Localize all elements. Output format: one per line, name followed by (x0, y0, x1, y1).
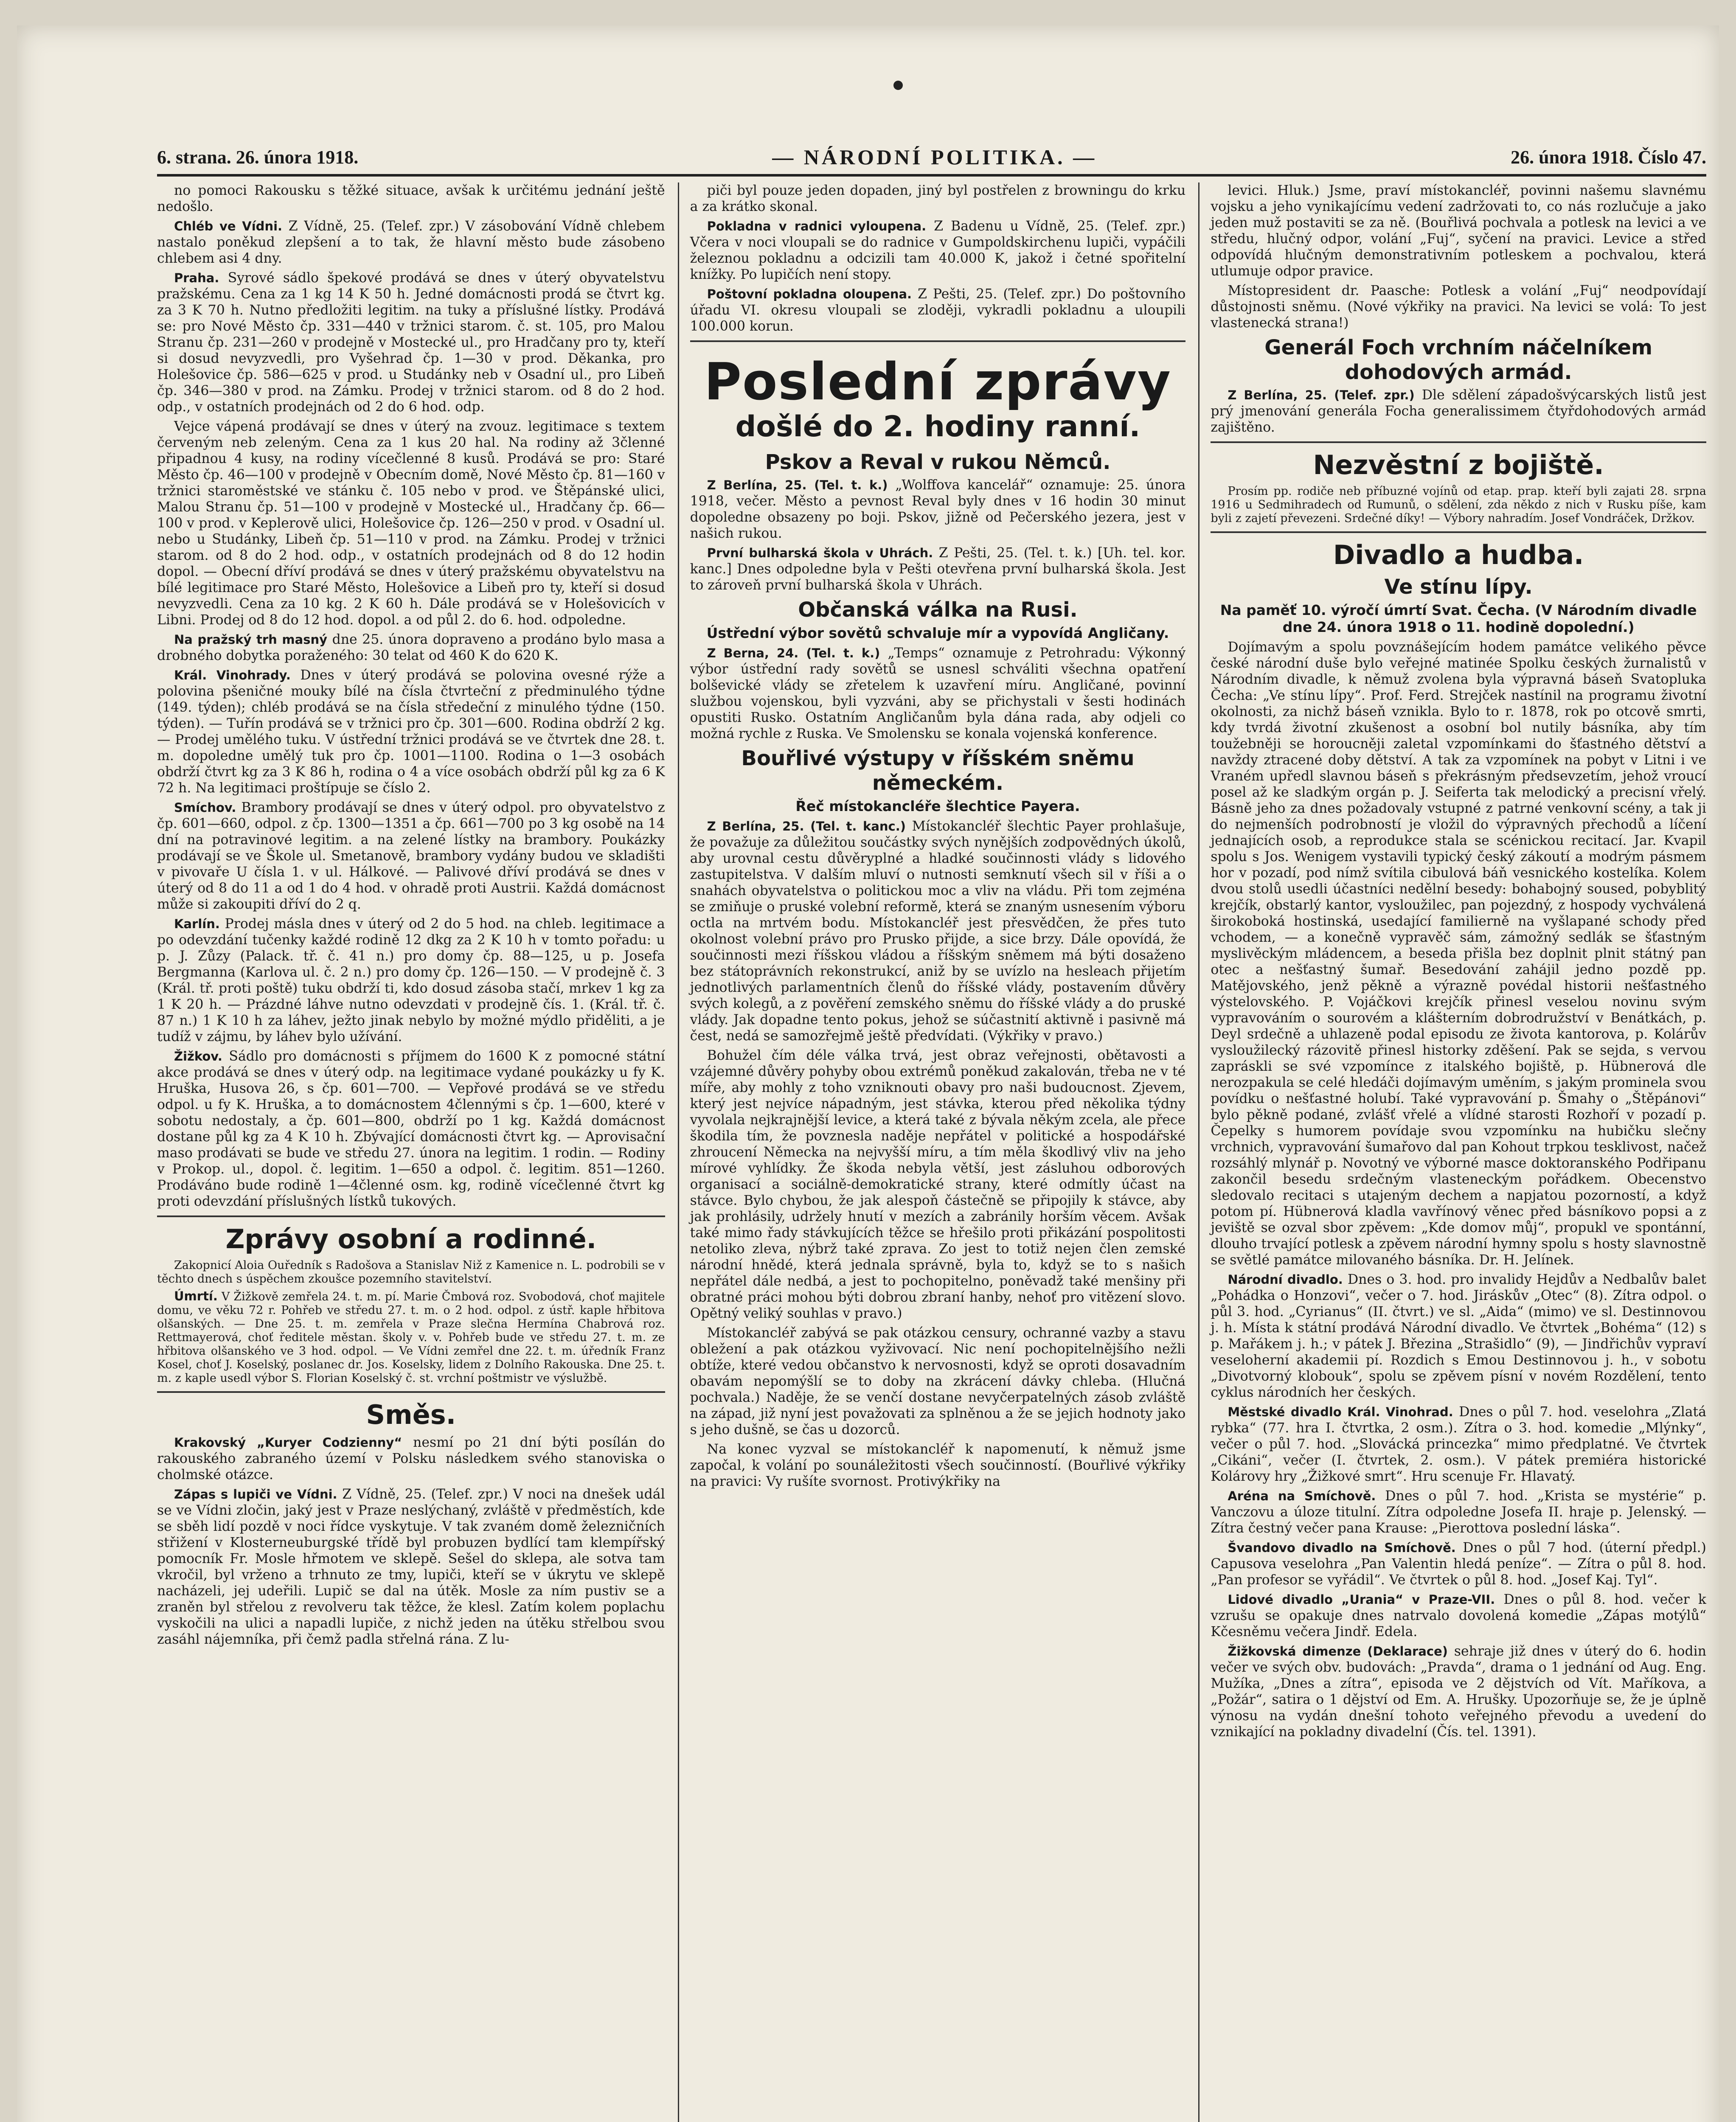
article-text: Na konec vyzval se místokancléř k napomenutí, k němuž jsme započal, k volání po sounáležitosti všech součinností. (Bouřlivé výkřiky na pravici: Vy rušíte svornost. Protivýkřiky na (690, 1442, 1186, 1489)
article-heading: Generál Foch vrchním náčelníkem dohodových armád. (1264, 336, 1653, 384)
article-subheading: Řeč místokancléře šlechtice Payera. (795, 798, 1080, 814)
article-text: Švandovo divadlo na Smíchově. Dnes o půl 7 hod. (úterní předpl.) Capusova veselohra „Pan Valentin hledá peníze“. — Zítra o půl 8. hod. „Pan profesor se vyřádil“. Ve čtvrtek o půl 8. hod. „Josef Kaj. Tyl“. (1211, 1540, 1706, 1588)
punch-hole (893, 81, 903, 90)
header-left: 6. strana. 26. února 1918. (157, 146, 359, 168)
divider (157, 1391, 665, 1393)
article-heading: Ve stínu lípy. (1384, 575, 1533, 599)
article-text: Žižkov. Sádlo pro domácnosti s příjmem do 1600 K z pomocné státní akce prodává se dnes v úterý odp. na legitimace vydané poukázky u fy K. Hruška, Husova 26, s čp. 601—700. — Vepřové prodává se ve středu odpol. u fy K. Hruška, a to domácnostem 4člennými s čp. 1—600, které v sobotu nedostaly, a čp. 601—800, obdrží po 1 kg. Každá domácnost dostane půl kg za 4 K 10 h. Zbývající domácnosti čtvrt kg. — Aprovisační maso prodávati se bude ve středu 27. února na legitim. 1 rodin. — Rodiny v Prokop. ul., dopol. č. legitim. 1—650 a odpol. č. legitim. 851—1260. Prodáváno bude rodině 1—4členné osm. kg, rodině vícečlenné čtvrt kg proti odevzdání příslušných lístků tukových. (157, 1049, 665, 1209)
banner-subheading: došlé do 2. hodiny ranní. (735, 410, 1140, 443)
article-text: Městské divadlo Král. Vinohrad. Dnes o půl 7. hod. veselohra „Zlatá rybka“ (77. hra I. čtvrtka, 2 osm.). Zítra o 3. hod. komedie „Mlýnky“, večer o půl 7. hod. „Slovácká princezka“ mimo předplatné. Ve čtvrtek „Cikáni“, večer (I. čtvrtek, 2. osm.). V pátek premiéra historické Kolárovy hry „Žižkové smrt“. Hru scenuje Fr. Hlavatý. (1211, 1404, 1706, 1484)
section-heading: Divadlo a hudba. (1333, 539, 1584, 570)
article-heading: Pskov a Reval v rukou Němců. (765, 450, 1111, 474)
article-text: První bulharská škola v Uhrách. Z Pešti, 25. (Tel. t. k.) [Uh. tel. kor. kanc.] Dnes odpoledne byla v Pešti otevřena první bulharská škola. Jest to zároveň první bulharská škola v Uhrách. (690, 545, 1186, 593)
article-subheading: Ústřední výbor sovětů schvaluje mír a vypovídá Angličany. (706, 625, 1169, 641)
article-text: Z Berlína, 25. (Tel. t. k.) „Wolffova kancelář“ oznamuje: 25. února 1918, večer. Město a pevnost Reval byly dnes v 16 hodin 30 minut dopoledne obsazeny po boji. Pskov, jižně od Pečerského jezera, jest v našich rukou. (690, 477, 1186, 541)
article-text: Karlín. Prodej másla dnes v úterý od 2 do 5 hod. na chleb. legitimace a po odevzdání tučenky každé rodině 12 dkg za 2 K 10 h v tomto pořadu: u p. J. Zůzy (Palack. tř. č. 41 n.) pro domy čp. 88—125, u p. Josefa Bergmanna (Karlova ul. č. 2 n.) pro domy čp. 126—150. — V prodejně č. 3 (Král. tř. proti poště) tuku obdrží ti, kdo dosud zásoba stačí, mrkev 1 kg za 1 K 20 h. — Prázdné láhve nutno odevzdati v prodejně čís. 1. (Král. tř. č. 87 n.) 1 K 10 h za láhev, ježto jinak nebylo by možné mýdlo přiděliti, a je tudíž v zájmu, by láhev bylo užívání. (157, 916, 665, 1044)
article-text: Pokladna v radnici vyloupena. Z Badenu u Vídně, 25. (Telef. zpr.) Včera v noci vloupali se do radnice v Gumpoldskirchenu lupiči, vypáčili železnou pokladnu a odcizili tam 40.000 K, jakož i četné spořitelní knížky. Po lupičích není stopy. (690, 219, 1186, 282)
newspaper-page (17, 25, 1719, 2122)
article-text: Smíchov. Brambory prodávají se dnes v úterý odpol. pro obyvatelstvo z čp. 601—660, odpol. z čp. 1300—1351 a čp. 661—700 po 3 kg osobě na 14 dní na potravinové legitim. a na zelené lístky na brambory. Poukázky prodávají se ve Škole ul. Smetanově, brambory vydány budou ve skladišti v pivovaře U čísla 1. v ul. Hálkové. — Palivové dříví prodává se dnes v úterý od 8 do 11 a od 1 do 4 hod. v ohradě proti Austrii. Každá domácnost může si zakoupiti dříví do 2 q. (157, 800, 665, 912)
article-heading: Občanská válka na Rusi. (798, 598, 1078, 622)
article-text: Praha. Syrové sádlo špekové prodává se dnes v úterý obyvatelstvu pražskému. Cena za 1 kg 14 K 50 h. Jedné domácnosti prodá se čtvrt kg. za 3 K 70 h. Nutno předložiti legitim. na tuky a příslušné lístky. Prodává se: pro Nové Město čp. 331—440 v tržnici starom. č. st. 105, pro Malou Stranu čp. 231—260 v prodejně v Mostecké ul., pro Hradčany pro ty, kteří si dosud nevyzvedli, pro Vyšehrad čp. 1—30 v prod. Děkanka, pro Holešovice čp. 586—625 v prod. u Studánky neb v Osadní ul., pro Libeň čp. 346—380 v prod. na Zámku. Prodej v tržnici starom. od 8 do 2 hod. odp., v ostatních prodejnách od 2 do 6 hod. odp. (157, 270, 665, 415)
column-3 (1198, 182, 1706, 2122)
article-subheading: Na paměť 10. výročí úmrtí Svat. Čecha. (V Národním divadle dne 24. února 1918 o 11. hodině dopolední.) (1220, 602, 1697, 635)
article-text: Chléb ve Vídni. Z Vídně, 25. (Telef. zpr.) V zásobování Vídně chlebem nastalo poněkud zlepšení a to tak, že hlavní město bude zásobeno chlebem asi 4 dny. (157, 219, 665, 266)
article-text: Zápas s lupiči ve Vídni. Z Vídně, 25. (Telef. zpr.) V noci na dnešek udál se ve Vídni zločin, jaký jest v Praze neslýchaný, zvláště v předměstích, kde se sběh lidí pozdě v noci řídce vyskytuje. V tak zvaném domě železničních střižení v Klosterneuburgské třídě byl probuzen bydlící tam klempířský pomocník Fr. Mosle hřmotem ve sklepě. Sešel do sklepa, ale sotva tam vkročil, byl vrženo a trhnuto ze tmy, lupiči, kteří se v úkrytu ve sklepě nacházeli, jej udeřili. Lupič se dal na útěk. Mosle za ním pustiv se a zraněn byl střelou z revolveru tak těžce, že klesl. Zatím kolem poplachu vyskočili na ulici a napadli lupiče, z nichž jeden na útěku střelbou svou zasáhl nájemníka, při čemž padla střelná rána. Z lu- (157, 1487, 665, 1647)
article-text: Místokancléř zabývá se pak otázkou censury, ochranné vazby a stavu obležení a pak otázkou vyživovací. Nic není pochopitelnějšího nežli obtíže, které vedou občanstvo k nervosnosti, když se oproti dosavadním obavám nepomýšlí se to doby na zkrácení dávky chleba. (Hlučná pochvala.) Naděje, že se venčí dostane nevyčerpatelných zásob zvláště na západ, již nyní jest považovati za splněnou a že se jejich hodnoty jako s jeho dušně, se čas u dozorců. (690, 1325, 1186, 1437)
section-heading: Směs. (366, 1399, 456, 1430)
article-text: Na pražský trh masný dne 25. února dopraveno a prodáno bylo masa a drobného dobytka poraženého: 30 telat od 460 K do 620 K. (157, 632, 665, 663)
article-text: Král. Vinohrady. Dnes v úterý prodává se polovina ovesné rýže a polovina pšeničné mouky bílé na čísla čtvrteční z předminulého týdne (149. týden); chléb prodává se na čísla středeční z minulého týdne (150. týden). — Tuřín prodává se v tržnici pro čp. 301—600. Rodina obdrží 2 kg. — Prodej umělého tuku. V ústřední tržnici prodává se ve čtvrtek dne 28. t. m. dopoledne umělý tuk pro čp. 1001—1100. Rodina o 1—3 osobách obdrží čtvrt kg za 3 K 86 h, rodina o 4 a více osobách obdrží půl kg za 6 K 72 h. Na legitimaci proštípuje se číslo 2. (157, 668, 665, 796)
article-text: Krakovský „Kuryer Codzienny“ nesmí po 21 dní býti posílán do rakouského zabraného území v Polsku následkem svého stanoviska o cholmské otázce. (157, 1435, 665, 1482)
article-text: Aréna na Smíchově. Dnes o půl 7. hod. „Krista se mystérie“ p. Vanczovu a úloze titulní. Zítra odpoledne Josefa II. hraje p. Jelenský. — Zítra čestný večer pana Krause: „Pierottova poslední láska“. (1211, 1488, 1706, 1536)
column-1 (157, 182, 665, 2122)
section-heading: Nezvěstní z bojiště. (1313, 449, 1604, 480)
column-2 (678, 182, 1186, 2122)
section-heading: Zprávy osobní a rodinné. (225, 1224, 597, 1255)
article-text: Z Berlína, 25. (Telef. zpr.) Dle sdělení západošvýcarských listů jest prý jmenování generála Focha generalissimem čtyřdohodových armád zajištěno. (1211, 387, 1706, 435)
masthead: — NÁRODNÍ POLITIKA. — (772, 145, 1097, 169)
article-text: Lidové divadlo „Urania“ v Praze-VII. Dnes o půl 8. hod. večer k vzrušu se opakuje dnes natrvalo dovolená komedie „Zápas motýlů“ Kčesněmu večera Jindř. Edela. (1211, 1592, 1706, 1639)
article-heading: Bouřlivé výstupy v říšském sněmu německém. (741, 747, 1135, 795)
columns (157, 182, 1706, 2122)
article-text: Národní divadlo. Dnes o 3. hod. pro invalidy Hejdův a Nedbalův balet „Pohádka o Honzovi“, večer o 7. hod. Jiráskův „Otec“ (8). Zítra odpol. o půl 3. hod. „Cyrianus“ (II. čtvrt.) ve sl. „Aida“ (mimo) ve sl. Destinnovou j. h. Místa k státní prodává Národní divadlo. Ve čtvrtek „Bohéma“ (12) s p. Mařákem j. h.; v pátek J. Březina „Strašidlo“ (9), — Jindřichův vypraví veseloherní akademii pí. Rozdich s Emou Destinnovou j. h., v sobotu „Divotvorný klobouk“, spolu se zpěvem písní v novém Rozdělení, tento cyklus národních her českých. (1211, 1272, 1706, 1400)
article-text: Poštovní pokladna oloupena. Z Pešti, 25. (Telef. zpr.) Do poštovního úřadu VI. okresu vloupali se zloději, vykradli pokladnu a uloupili 100.000 korun. (690, 286, 1186, 334)
divider (1211, 531, 1706, 533)
article-text: Zakopnicí Aloia Ouředník s Radošova a Stanislav Niž z Kamenice n. L. podrobili se v těchto dnech s úspěchem zkoušce pozemního stavitelství. (157, 1259, 665, 1286)
article-text: Úmrtí. V Žižkově zemřela 24. t. m. pí. Marie Čmbová roz. Svobodová, choť majitele domu, ve věku 72 r. Pohřeb ve středu 27. t. m. o 2 hod. odpol. z ústř. kaple hřbitova olšanských. — Dne 25. t. m. zemřela v Praze slečna Hermína Chabrová roz. Rettmayerová, choť ředitele městan. školy v. v. Pohřeb bude ve středu 27. t. m. ze hřbitova olšanského ve 3 hod. odpol. — Ve Vídni zemřel dne 22. t. m. úředník Franz Kosel, choť J. Koselský, poslanec dr. Jos. Koselsky, lidem z Dolního Rakouska. Dne 25. t. m. z kaple usedl výbor S. Florian Koselský č. st. vrchní poštmistr ve výslužbě. (157, 1289, 665, 1385)
article-text: levici. Hluk.) Jsme, praví místokancléř, povinni našemu slavnému vojsku a jeho vynikajícímu vedení zadržovati to, co nás rozlučuje a jako jeden muž postaviti se za ně. (Bouřlivá pochvala a potlesk na levici a ve středu, hlučný odpor, volání „Fuj“, syčení na pravici. Levice a střed odpovídá hlučným demonstrativním potleskem a pochvalou, která utlumuje odpor pravice. (1211, 183, 1706, 279)
header-right: 26. února 1918. Číslo 47. (1511, 146, 1706, 168)
page-header (157, 140, 1706, 177)
divider (1211, 441, 1706, 443)
article-text: Vejce vápená prodávají se dnes v úterý na zvouz. legitimace s textem červeným neb zeleným. Cena za 1 kus 20 hal. Na rodiny až 3členné připadnou 4 kusy, na rodiny vícečlenné 8 kusů. Prodává se pro: Staré Město čp. 46—100 v prodejně v Obecním domě, Nové Město čp. 81—160 v tržnici staroměstské ve stánku č. 105 nebo v prod. ve Štěpánské ulici, Malou Stranu čp. 51—100 v prodejně v Mostecké ul., Hradčany čp. 66—100 v prod. v Keplerově ulici, Holešovice čp. 126—250 v prod. v Osadní ul. nebo u Studánky, Libeň čp. 51—110 v prod. na Zámku. Prodej v tržnici starom. od 8 do 2 hod. odp., v ostatních prodejnách od 8 do 12 hodin dopol. — Obecní dříví prodává se dnes v úterý pražskému obyvatelstvu na bílé legitimace pro Staré Město, Holešovice a Libeň pro ty, kteří si dosud nevyzvedli. Cena za 10 kg. 2 K 60 h. Dále prodává se v Holešovicích v Libni. Prodej od 8 do 12 hod. dopol. a od půl 2. do 6. hod. odpoledne. (157, 419, 665, 628)
article-text: Prosím pp. rodiče neb příbuzné vojínů od etap. prap. kteří byli zajati 28. srpna 1916 u Sedmihradech od Rumunů, o sdělení, zda někdo z nich v Rusku píše, kam byli z zajetí převezeni. Srdečné díky! — Výbory nahradím. Josef Vondráček, Držkov. (1211, 485, 1706, 525)
article-text: piči byl pouze jeden dopaden, jiný byl postřelen z browningu do krku a za krátko skonal. (690, 183, 1186, 214)
divider (157, 1215, 665, 1217)
banner-heading: Poslední zprávy (704, 353, 1171, 412)
article-text: no pomoci Rakousku s těžké situace, avšak k určitému jednání ještě nedošlo. (157, 183, 665, 214)
article-text: Žižkovská dimenze (Deklarace) sehraje již dnes v úterý do 6. hodin večer ve svých obv. budovách: „Pravda“, drama o 1 jednání od Aug. Eng. Mužíka, „Dnes a zítra“, episoda ve 2 dějstvích od Vít. Maříkova, a „Požár“, satira o 1 dějství od Em. A. Hrušky. Upozorňuje se, že je úplně výnosu na vydán dnešní tohoto veřejného převodu a uvedení do vznikající na pokladny divadelní (Čís. tel. 1391). (1211, 1644, 1706, 1740)
article-text: Místopresident dr. Paasche: Potlesk a volání „Fuj“ neodpovídají důstojnosti sněmu. (Nové výkřiky na pravici. Na levici se volá: To jest vlastenecká strana!) (1211, 283, 1706, 331)
article-text: Bohužel čím déle válka trvá, jest obraz veřejnosti, obětavosti a vzájemné důvěry pohyby obou extrémů poněkud zakalován, třeba ne v té míře, aby mohly z toho vzniknouti obavy pro naši budoucnost. Zjevem, který jest nejvíce nápadným, jest stávka, kterou před několika týdny vyvolala nejkrajnější levice, a která také z bývala někým zcela, ale přece škodila tím, že povznesla naděje nepřátel v politické a hospodářské zhroucení Německa na nejvyšší míru, a tím měla škodlivý vliv na jeho mírové vyhlídky. Že škoda nebyla větší, jest zásluhou odborových organisací a sociálně-demokratické strany, které odmítly účast na stávce. Bylo chybou, že jak alespoň částečně se připojily k stávce, aby jak prohlásily, udržely hnutí v mezích a zabránily horším věcem. Avšak také mimo řady stávkujících těžce se hřešilo proti přikázání pospolitosti netoliko zleva, nýbrž také zprava. Zo jest to totiž nejen člen zemské národní hnědé, která jednala správně, byla to, když se to s našich nepřátel dále nedbá, a jest to pochopitelno, poněvadž také menšiny při obratné práci mohou býti dobrou zbraní hanby, nehoť pro vitězení slovo. Opětný veliký souhlas v pravo.) (690, 1048, 1186, 1321)
article-text: Z Berna, 24. (Tel. t. k.) „Temps“ oznamuje z Petrohradu: Výkonný výbor ústřední rady sovětů se usnesl schváliti všechna opatření bolševické vlády se zřetelem k uzavření míru. Angličané, povinní službou vojenskou, byli vyzváni, aby se přichystali v šesti hodinách opustiti Rusko. Ostatním Angličanům byla dána rada, aby odjeli co možná rychle z Ruska. Ve Smolensku se konala vojenská konference. (690, 646, 1186, 741)
article-text: Z Berlína, 25. (Tel. t. kanc.) Místokancléř šlechtic Payer prohlašuje, že považuje za důležitou součástky svých nynějších zodpovědných úkolů, aby urovnal cestu důvěryplné a hladké součinnosti vlády s lidového zastupitelstva. V dalším mluví o nutnosti semknutí všech sil v říši a o snahách obyvatelstva o politickou moc a vliv na vládu. Při tom zejména se zmiňuje o pruské volební reformě, která se znaným usnesením výboru octla na mrtvém bodu. Místokancléř jest přesvědčen, že přes tuto okolnost volební právo pro Prusko přijde, a sice brzy. Dále opovídá, že součinnosti mezi říšskou vládou a říšským sněmem má býti dosaženo bez státoprávních rekonstrukcí, aniž by se uvízlo na hesleach přijetím jednotlivých parlamentních členů do říšské vlády, postavením důvěry svých kolegů, a z pověření zemského sněmu do říšské vlády a do pruské vlády. Jak dopadne tento pokus, jehož se súčastnití aktivně i pasivně má čest, nedá se samozřejmě ještě předvídati. (Výkřiky v pravo.) (690, 819, 1186, 1044)
divider (690, 340, 1186, 342)
article-text: Dojímavým a spolu povznášejícím hodem památce velikého pěvce české národní duše bylo veřejné matinée Spolku českých žurnalistů v Národním divadle, k němuž zvolena byla výpravná báseň Svatopluka Čecha: „Ve stínu lípy“. Prof. Ferd. Strejček nastínil na programu životní okolnosti, za nichž báseň vznikla. Bylo to r. 1878, rok po otcově smrti, kdy tvrdá životní zkušenost a osobní bol nutily básníka, aby tím toužebněji se horoucněji zaletal vzpomínkami do šťastného dětství a navždy ztracené doby dětství. A tak za vzpomínek na pobyt v Litni i ve Vraném upředl slavnou báseň s překrásným předsevzetím, jehož vroucí posel až ke sladkým orgán p. J. Seiferta tak melodický a precisní vřelý. Básně jeho za dnes požadovaly vstupné z patrné venkovní scény, a tak ji do nejmenších podrobností je vložil do výpravných přechodů a líčení jednajících osob, a reprodukce stala se scénickou recitací. Jar. Kvapil spolu s Jos. Wenigem vystavili typický český zákoutí a modrým pásmem hor v pozadí, pod nímž svítila cibulová báň vesnického kostelíka. Kolem dvou stolů usedli účastníci nedělní besedy: bohabojný soused, pobyblitý krejčík, obstarlý kantor, vysloužilec, pan pojezdný, z hospody vychválená širokoboká hostinská, usedající familierně na vyšlapané schody před vchodem, — a konečně vypravěč sám, zámožný sedlák se šťastným myslivěckým mládencem, a beseda přišla bez doplnit plnit státný pan otec a nešťastný šumař. Besedování zahájil jedno pozdě pp. Matějovského, jenž pěkně a výrazně povédal historii nešťastného výstelovského. P. Vojáčkovi krejčík přinesl veselou novinu svým vypravováním o sourovém a klášterním dobrodružství v Benátkách, p. Deyl srdečně a uhlazeně podal episodu ze života kantorova, p. Kolárův vysloužilecký rázovitě přinesl historky zděšení. Pak se sejda, s vervou zapráskli se své vzpomínce z italského bojiště, p. Hübnerová dle nerozpakula se celé hledáči dojímavým uměním, s jakým prominela svou povídku o nešťastné holubí. Také vypravování p. Šmahy o „Štěpánovi“ bylo pěkně podané, zvlášť vřelé a vlídné starosti Rozhoří v pozadí p. Čepelky s humorem povídaje svou vzpomínku na hubičku slečny vrchnich, vypravování šumařovo dal pan Kohout trpkou tesklivost, načež rozsáhlý mlynář p. Novotný ve výborné masce doktoranského Podřipanu zakončil besedu srdečným vlasteneckým pořádkem. Obecenstvo sledovalo recitaci s utajeným dechem a napjatou pozorností, a když potom pí. Hübnerová kladla vavřínový věnec před básníkovo popsi a z jeviště se ozval sbor zpěvem: „Kde domov můj“, propukl ve spontánní, dlouho trvající potlesk a zpěvem národní hymny spolu s hosty slavnostně se světlé památce milovaného básníka. Dr. H. Jelínek. (1211, 640, 1706, 1268)
